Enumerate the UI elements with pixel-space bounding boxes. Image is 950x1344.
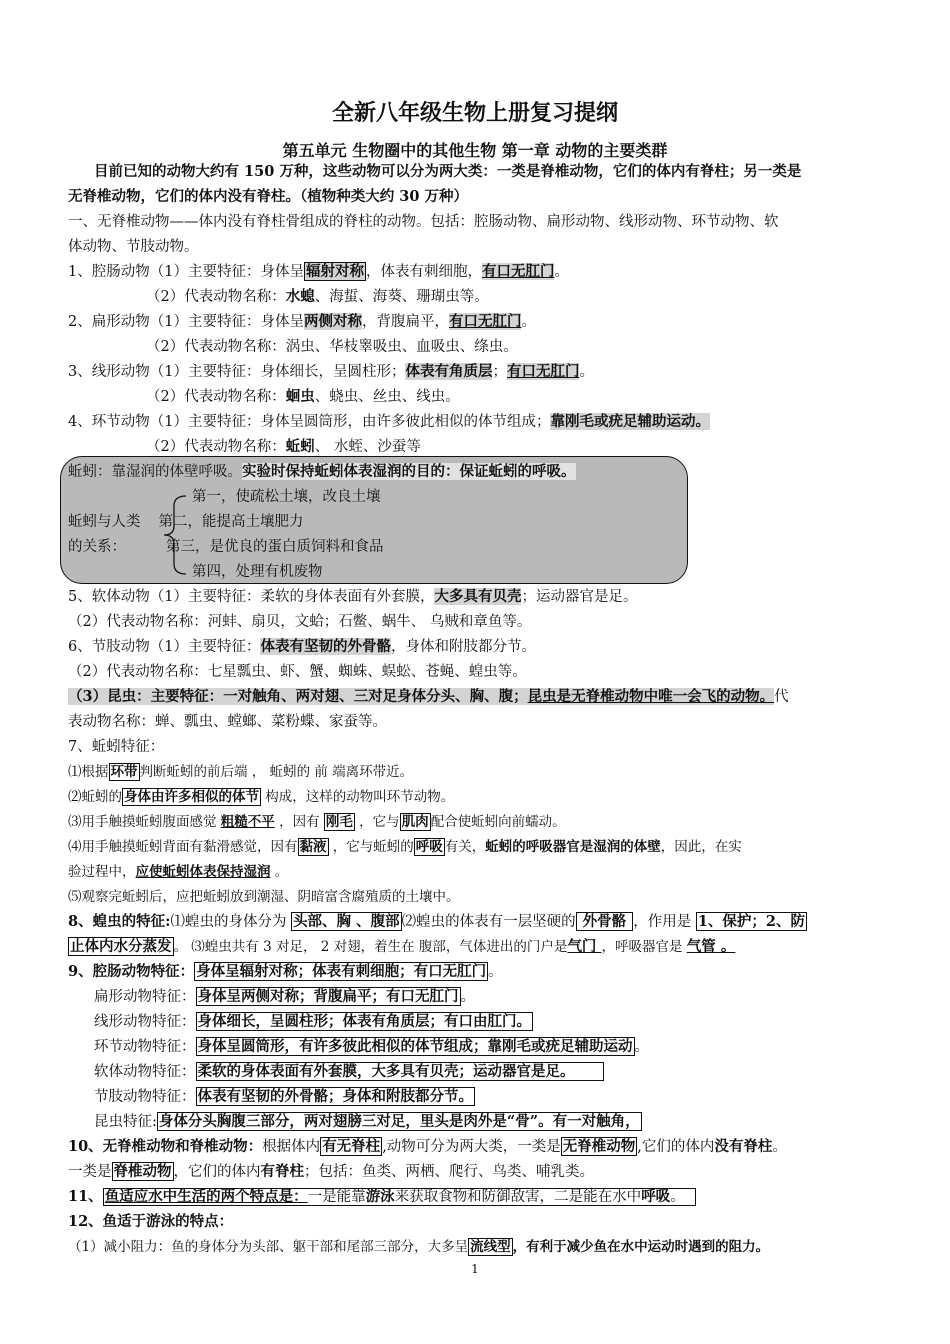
text: 5、软体动物（1）主要特征：柔软的身体表面有外套膜， (68, 589, 435, 605)
text: 构成，这样的动物叫环节动物。 (261, 789, 455, 805)
vertebrate-classification-cont (68, 1162, 882, 1182)
text: 环节动物特征： (94, 1039, 196, 1055)
keyword-highlight: 靠刚毛或疣足辅助运动。 (550, 413, 710, 430)
relation-item-4 (68, 562, 882, 582)
page-title: 全新八年级生物上册复习提纲 (331, 101, 618, 126)
text: 、海蜇、海葵、珊瑚虫等。 (314, 289, 489, 305)
keyword-highlight: 有口无肛门 (448, 313, 522, 330)
summary-insect (68, 1112, 882, 1132)
keyword-bold: 蚯蚓的呼吸器官是湿润的体壁 (485, 839, 661, 855)
text: 。 (521, 314, 536, 330)
coelenterate-examples (68, 287, 882, 307)
text: 一类是 (68, 1164, 112, 1180)
text: ，背腹扁平， (361, 314, 449, 330)
earthworm-point-4-cont (68, 862, 882, 882)
text: ； (492, 364, 507, 380)
summary-flatworm (68, 987, 882, 1007)
text: （2）代表动物名称： (146, 289, 286, 305)
keyword-highlight: 实验时保持蚯蚓体表湿润的目的：保证蚯蚓的呼吸。 (242, 463, 576, 480)
text: ⑷用手触摸蚯蚓背面有黏滑感觉，因有 (68, 839, 298, 855)
text: 12、鱼适于游泳的特点： (68, 1213, 234, 1230)
answer-underline: 气门 (567, 938, 602, 955)
keyword-bold: 呼吸 (641, 1188, 671, 1205)
answer-box: 头部、胸 、腹部 (293, 913, 400, 930)
answer-box: 流线型 (470, 1239, 511, 1255)
answer-box: 身体呈圆筒形，有许多彼此相似的体节组成；靠刚毛或疣足辅助运动 (197, 1038, 633, 1055)
text: ⑵蚯蚓的 (68, 789, 122, 805)
text: ⑴根据 (68, 764, 109, 780)
answer-box: 无脊椎动物 (562, 1138, 636, 1155)
text: 软体动物特征： (94, 1064, 196, 1080)
intro-line-2 (68, 187, 882, 207)
text: 蚯蚓：靠湿润的体壁呼吸。 (68, 464, 242, 480)
page-subtitle: 第五单元 生物圈中的其他生物 第一章 动物的主要类群 (282, 141, 668, 160)
fish-swimming-title (68, 1212, 882, 1232)
text: 。 (554, 264, 569, 280)
locust-features (68, 912, 882, 932)
text: 、蛲虫、丝虫、线虫。 (314, 389, 460, 405)
arthropod-feature (68, 637, 882, 657)
keyword-bold: 蚯蚓 (285, 438, 315, 455)
answer-box: 环带 (110, 764, 138, 780)
text: ⑴蝗虫的身体分为 (170, 914, 292, 930)
answer-box: 呼吸 (415, 839, 443, 855)
invertebrate-def-text-1: 一、无脊椎动物——体内没有脊柱骨组成的脊柱的动物。包括：腔肠动物、扁形动物、线形动物、环节动物、软 (68, 214, 779, 230)
text: 。 ⑶蝗虫共有 3 对足， 2 对翅，着生在 腹部，气体进出的门户是 (173, 939, 568, 955)
keyword-highlight: 体表有角质层 (405, 363, 493, 380)
fish-reduce-resistance (68, 1237, 890, 1257)
text: 根据体内 (262, 1139, 321, 1155)
text: ，身体和附肢都分节。 (390, 639, 536, 655)
keyword-bold: ，有利于减少鱼在水中运动时遇到的阻力。 (512, 1239, 770, 1255)
text: （2）代表动物名称：涡虫、华枝睾吸虫、血吸虫、绦虫。 (146, 339, 518, 355)
keyword-underline: 鱼适应水中生活的两个特点是： (104, 1188, 308, 1205)
earthworm-respiration (68, 462, 882, 482)
answer-box: 止体内水分蒸发 (70, 938, 172, 955)
text: 第二，能提高土壤肥力 (158, 514, 304, 530)
summary-mollusc (68, 1062, 882, 1082)
text: 第四，处理有机废物 (192, 564, 323, 580)
locust-features-cont (68, 937, 882, 957)
keyword-bold: 9、腔肠动物特征： (68, 963, 195, 980)
answer-box (103, 1188, 696, 1206)
text: 3、线形动物（1）主要特征：身体细长，呈圆柱形； (68, 364, 406, 380)
text: 昆虫特征: (94, 1114, 157, 1130)
text: （2）代表动物名称： (146, 389, 286, 405)
answer-box: 脊椎动物 (113, 1163, 172, 1180)
text: 有关， (444, 839, 486, 855)
text: ，它与 (354, 814, 400, 830)
keyword-highlight: 有口无肛门 (481, 263, 555, 280)
invertebrate-def-text-2: 体动物、节肢动物。 (68, 239, 199, 255)
coelenterate-feature (68, 262, 882, 282)
text: ，它与蚯蚓的 (328, 839, 414, 855)
text: 。 (270, 864, 289, 880)
answer-underline: 应使蚯蚓体表保持湿润 (135, 864, 271, 880)
text: 一是能靠 (307, 1189, 366, 1205)
keyword-bold: 游泳 (365, 1188, 395, 1205)
text: ，体表有刺细胞， (365, 264, 482, 280)
text: 。 (670, 1189, 685, 1205)
answer-box: 身体细长，呈圆柱形；体表有角质层；有口由肛门。 (197, 1013, 531, 1030)
keyword-bold: 水螅 (285, 288, 315, 305)
insect-feature (68, 687, 882, 707)
text: 。 (579, 364, 594, 380)
answer-box: 有无脊柱 (322, 1138, 381, 1155)
keyword-bold: 10、无脊椎动物和脊椎动物： (68, 1138, 263, 1155)
text: 的关系： (68, 539, 126, 555)
mollusc-feature (68, 587, 882, 607)
earthworm-point-3 (68, 812, 882, 832)
vertebrate-classification (68, 1137, 882, 1157)
answer-box: 身体呈辐射对称；体表有刺细胞；有口无肛门 (196, 963, 487, 980)
keyword-highlight: （3）昆虫：主要特征：一对触角、两对翅、三对足身体分头、胸、腹； (68, 688, 528, 705)
text: 第三，是优良的蛋白质饲料和食品 (166, 539, 384, 555)
text: 第一，使疏松土壤，改良土壤 (192, 489, 381, 505)
summary-roundworm (68, 1012, 882, 1032)
keyword-bold: 8、蝗虫的特征: (68, 913, 171, 930)
keyword-highlight: 昆虫是无脊椎动物中唯一会飞的动物。 (527, 688, 775, 705)
answer-box: 身体由许多相似的体节 (124, 789, 259, 805)
text: 。 (488, 964, 503, 980)
keyword-highlight: 有口无肛门 (506, 363, 580, 380)
relation-item-1 (68, 487, 882, 507)
text: 线形动物特征： (94, 1014, 196, 1030)
text: 1、腔肠动物（1）主要特征：身体呈 (68, 264, 304, 280)
text: ，作用是 (633, 914, 696, 930)
answer-box: 1、保护；2、防 (697, 913, 806, 930)
keyword-highlight: 体表有坚韧的外骨骼 (260, 638, 391, 655)
text: ，因此，在实 (660, 839, 742, 855)
answer-box: 肌肉 (401, 814, 429, 830)
text: 代 (774, 689, 789, 705)
earthworm-features-title (68, 737, 882, 757)
earthworm-point-5 (68, 887, 882, 907)
annelid-feature (68, 412, 882, 432)
text: 。 (772, 1139, 787, 1155)
invertebrate-def-2 (68, 237, 882, 257)
roundworm-examples (68, 387, 882, 407)
text: 2、扁形动物（1）主要特征：身体呈 (68, 314, 304, 330)
relation-item-3 (68, 537, 882, 557)
relation-item-2 (68, 512, 882, 532)
text: 扁形动物特征： (94, 989, 196, 1005)
answer-box: 柔软的身体表面有外套膜，大多具有贝壳；运动器官是足。 (196, 1062, 604, 1081)
text: 。 (634, 1039, 649, 1055)
keyword-highlight: 大多具有贝壳 (434, 588, 522, 605)
keyword-highlight: 两侧对称 (303, 313, 362, 330)
text: ；运动器官是足。 (521, 589, 638, 605)
answer-underline: 气管 。 (686, 938, 736, 955)
answer-box: 黏液 (299, 839, 327, 855)
text: 判断蚯蚓的前后端 ， 蚯蚓的 前 端离环带近。 (139, 764, 414, 780)
page-number: 1 (471, 1262, 479, 1276)
text: 来获取食物和防御敌害，二是能在水中 (394, 1189, 642, 1205)
intro-text-2: 无脊椎动物，它们的体内没有脊柱。（植物种类大约 30 万种） (68, 188, 469, 205)
text: （2）代表动物名称：七星瓢虫、虾、蟹、蜘蛛、蜈蚣、苍蝇、蝗虫等。 (68, 664, 527, 680)
text: ，呼吸器官是 (601, 939, 687, 955)
text: ，它们的体内 (173, 1164, 261, 1180)
answer-box: 刚毛 (325, 814, 353, 830)
text: （1）减小阻力：鱼的身体分为头部、躯干部和尾部三部分，大多呈 (68, 1239, 469, 1255)
answer-box: 外骨骼 (577, 913, 632, 930)
text: ⑸观察完蚯蚓后，应把蚯蚓放到潮湿、阴暗富含腐殖质的土壤中。 (68, 889, 460, 905)
text: 7、蚯蚓特征： (68, 739, 165, 755)
keyword-bold: 没有脊柱 (714, 1138, 773, 1155)
answer-box: 身体分头胸腹三部分，两对翅膀三对足，里头是肉外是“骨”。有一对触角， (158, 1113, 640, 1130)
text: （2）代表动物名称： (146, 439, 286, 455)
text: ⑵蝗虫的体表有一层坚硬的 (401, 914, 576, 930)
keyword-bold: 11、 (68, 1188, 103, 1205)
roundworm-feature (68, 362, 882, 382)
intro-line-1 (68, 162, 882, 182)
answer-underline: 粗糙不平 (220, 814, 275, 830)
text: ,动物可分为两大类，一类是 (382, 1139, 561, 1155)
invertebrate-def-1 (68, 212, 882, 232)
flatworm-feature (68, 312, 882, 332)
keyword-box: 辐射对称 (305, 263, 364, 280)
summary-arthropod (68, 1087, 882, 1107)
earthworm-point-1 (68, 762, 882, 782)
summary-annelid (68, 1037, 882, 1057)
text: 节肢动物特征： (94, 1089, 196, 1105)
text: 6、节肢动物（1）主要特征： (68, 639, 261, 655)
text: 、 水蛭、沙蚕等 (314, 439, 421, 455)
text: 配合使蚯蚓向前蠕动。 (430, 814, 566, 830)
text: ，因有 (274, 814, 324, 830)
text: 表动物名称：蝉、瓢虫、螳螂、菜粉蝶、家蚕等。 (68, 714, 387, 730)
text: 验过程中， (68, 864, 136, 880)
fish-adaptation (68, 1187, 882, 1207)
keyword-bold: 蛔虫 (285, 388, 315, 405)
text: 。 (460, 989, 475, 1005)
text: 4、环节动物（1）主要特征：身体呈圆筒形，由许多彼此相似的体节组成； (68, 414, 551, 430)
flatworm-examples (68, 337, 882, 357)
intro-text-1: 目前已知的动物大约有 150 万种，这些动物可以分为两大类：一类是脊椎动物，它们的体内有脊柱；另一类是 (94, 163, 802, 180)
insect-examples (68, 712, 882, 732)
arthropod-examples (68, 662, 882, 682)
text: ⑶用手触摸蚯蚓腹面感觉 (68, 814, 221, 830)
text: ,它们的体内 (637, 1139, 715, 1155)
mollusc-examples (68, 612, 882, 632)
earthworm-point-4 (68, 837, 882, 857)
answer-box: 体表有坚韧的外骨骼；身体和附肢都分节。 (197, 1088, 473, 1105)
text: （2）代表动物名称：河蚌、扇贝，文蛤；石鳖、蜗牛、 乌贼和章鱼等。 (68, 614, 532, 630)
keyword-bold: 有脊柱 (260, 1163, 304, 1180)
answer-box: 身体呈两侧对称；背腹扁平；有口无肛门 (197, 988, 459, 1005)
summary-coelenterate (68, 962, 882, 982)
earthworm-point-2 (68, 787, 882, 807)
text: 蚯蚓与人类 (68, 514, 141, 530)
text: ；包括：鱼类、两栖、爬行、鸟类、哺乳类。 (304, 1164, 594, 1180)
annelid-examples (68, 437, 882, 457)
